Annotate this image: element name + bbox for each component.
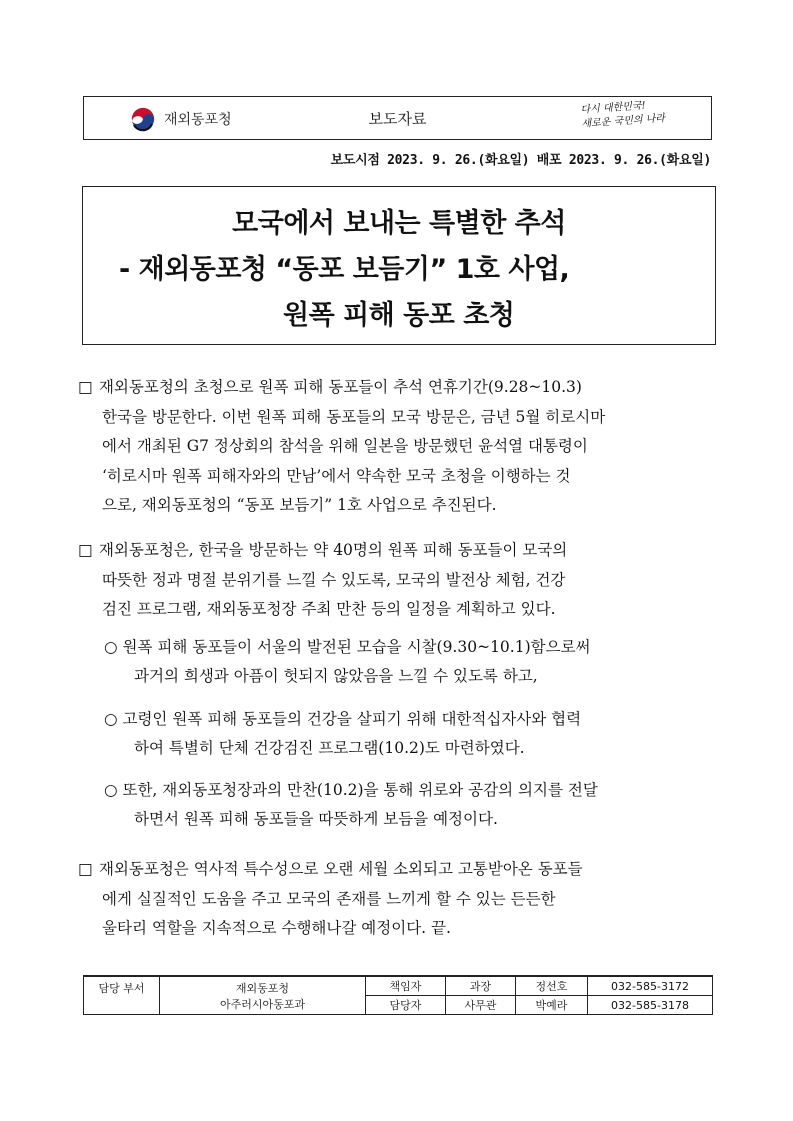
slogan [580, 98, 665, 132]
paragraph-line: 검진 프로그램, 재외동포청장 주최 만찬 등의 일정을 계획하고 있다. [102, 600, 556, 618]
paragraph-line: 으로, 재외동포청의 “동포 보듬기” 1호 사업으로 추진된다. [102, 496, 497, 514]
paragraph-line: 한국을 방문한다. 이번 원폭 피해 동포들의 모국 방문은, 금년 5월 히로시마 [102, 407, 606, 426]
paragraph-1 [78, 373, 718, 521]
contact-role: 책임자 [366, 976, 446, 996]
bullet-line: 과거의 희생과 아픔이 헛되지 않았음을 느낄 수 있도록 하고, [134, 667, 538, 685]
circle-bullet-icon: ○ [104, 710, 118, 728]
paragraph-line: □ 재외동포청의 초청으로 원폭 피해 동포들이 추석 연휴기간(9.28~10.3) [78, 373, 718, 403]
circle-bullet-icon: ○ [104, 638, 118, 656]
table-row [84, 976, 713, 996]
checkbox-mark-icon: □ [78, 860, 93, 878]
contact-phone: 032-585-3178 [588, 996, 713, 1015]
release-timing: 보도시점 2023. 9. 26.(화요일) 배포 2023. 9. 26.(화요일) [330, 153, 711, 168]
paragraph-line: 에서 개최된 G7 정상회의 참석을 위해 일본을 방문했던 윤석열 대통령이 [102, 437, 588, 455]
title-line-3: 원폭 피해 동포 초청 [283, 300, 515, 331]
bullet-line: ○ 고령인 원폭 피해 동포들의 건강을 살피기 위해 대한적십자사와 협력 [104, 710, 582, 728]
contact-title: 과장 [446, 976, 516, 996]
org-name: 재외동포청 [164, 112, 232, 128]
bullet-3 [104, 776, 718, 834]
paragraph-line: □ 재외동포청은 역사적 특수성으로 오랜 세월 소외되고 고통받아온 동포들 [78, 855, 718, 885]
circle-bullet-icon: ○ [104, 781, 118, 799]
paragraph-3 [78, 855, 718, 944]
slogan-line1: 다시 대한민국! [580, 100, 647, 116]
dept-name: 재외동포청 아주러시아동포과 [160, 976, 366, 1015]
checkbox-mark-icon: □ [78, 378, 93, 396]
bullet-line: ○ 원폭 피해 동포들이 서울의 발전된 모습을 시찰(9.30~10.1)함으로써 [104, 638, 591, 656]
paragraph-2 [78, 536, 718, 625]
title-line-1: 모국에서 보내는 특별한 추석 [232, 208, 566, 239]
contact-title: 사무관 [446, 996, 516, 1015]
bullet-1 [104, 633, 718, 691]
paragraph-line: ‘히로시마 원폭 피해자와의 만남’에서 약속한 모국 초청을 이행하는 것 [102, 466, 571, 485]
paragraph-line: 에게 실질적인 도움을 주고 모국의 존재를 느끼게 할 수 있는 든든한 [102, 889, 556, 908]
dept-label: 담당 부서 [84, 976, 160, 1015]
title-box [82, 186, 716, 345]
contact-name: 정선호 [516, 976, 588, 996]
press-header [83, 96, 712, 140]
bullet-2 [104, 705, 718, 763]
contact-table [83, 975, 713, 1015]
contact-name: 박예라 [516, 996, 588, 1015]
checkbox-mark-icon: □ [78, 541, 93, 559]
bullet-line: ○ 또한, 재외동포청장과의 만찬(10.2)을 통해 위로와 공감의 의지를 전달 [104, 781, 598, 799]
paragraph-line: 울타리 역할을 지속적으로 수행해나갈 예정이다. 끝. [102, 919, 451, 937]
paragraph-line: 따뜻한 정과 명절 분위기를 느낄 수 있도록, 모국의 발전상 체험, 건강 [102, 570, 566, 589]
bullet-line: 하여 특별히 단체 건강검진 프로그램(10.2)도 마련하였다. [134, 739, 525, 757]
doc-type: 보도자료 [368, 110, 427, 128]
paragraph-line: □ 재외동포청은, 한국을 방문하는 약 40명의 원폭 피해 동포들이 모국의 [78, 536, 718, 566]
bullet-line: 하면서 원폭 피해 동포들을 따뜻하게 보듬을 예정이다. [134, 810, 498, 828]
title-line-2: - 재외동포청 “동포 보듬기” 1호 사업, [119, 254, 570, 285]
contact-role: 담당자 [366, 996, 446, 1015]
slogan-line2: 새로운 국민의 나라 [581, 113, 666, 130]
contact-phone: 032-585-3172 [588, 976, 713, 996]
